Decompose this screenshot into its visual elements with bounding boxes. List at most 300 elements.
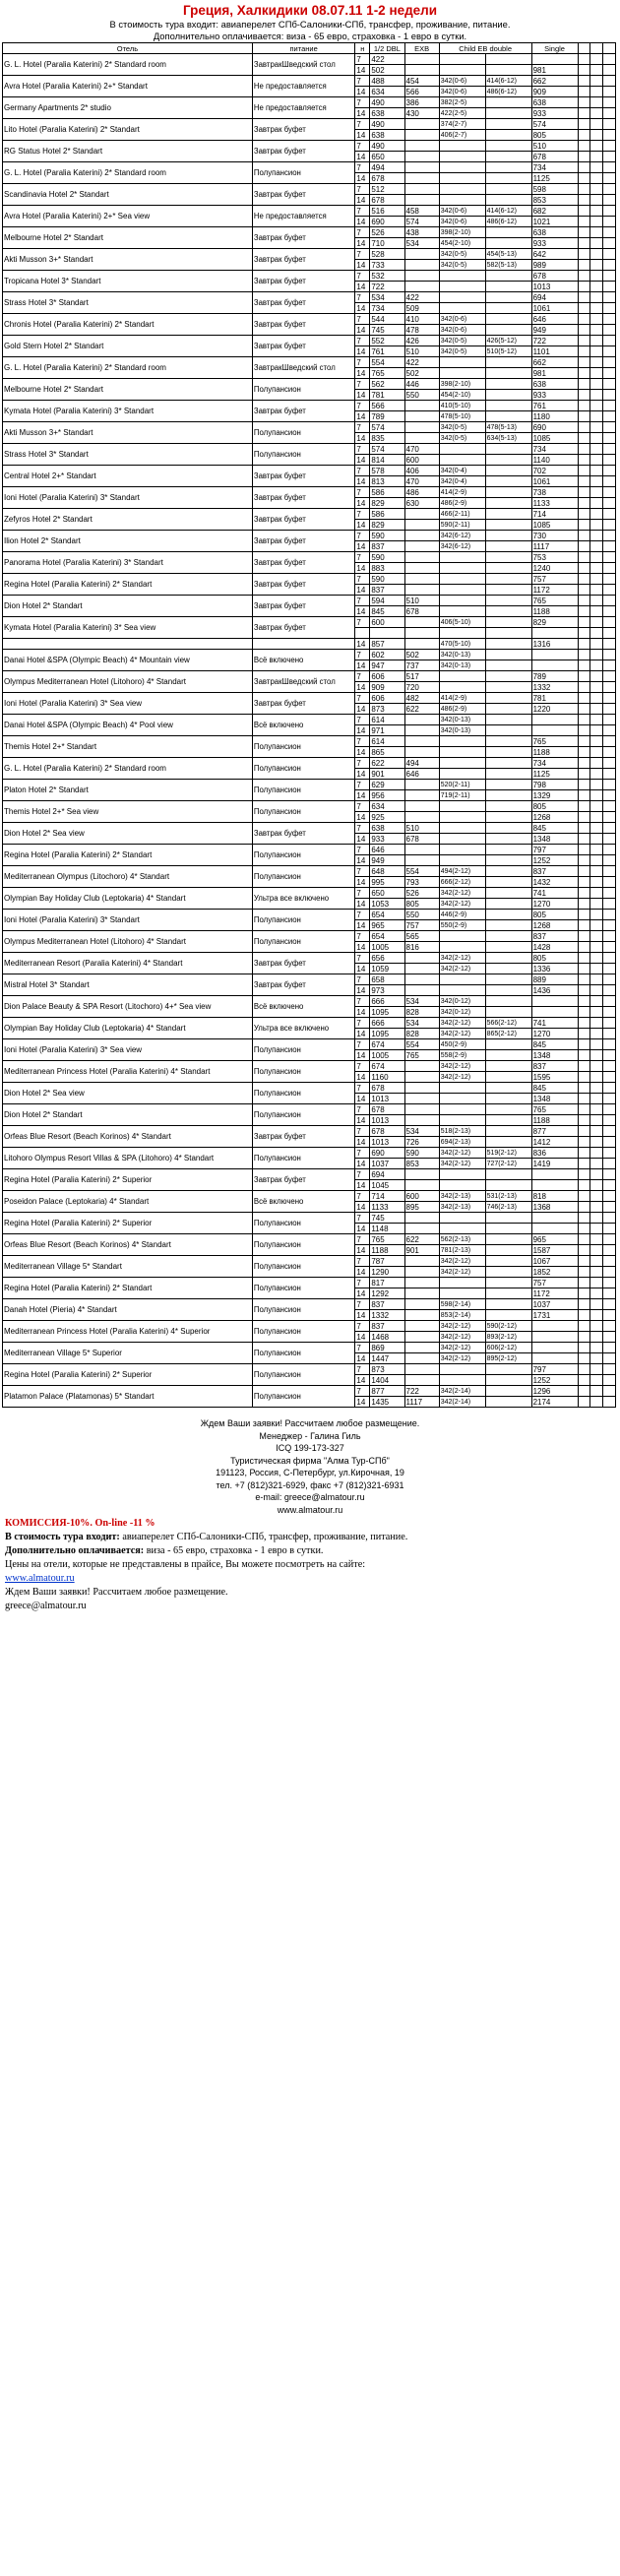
extra-empty-cell (590, 271, 603, 282)
exb-price-cell: 486 (404, 487, 439, 498)
dbl-price-cell: 634 (370, 87, 404, 97)
child-price-cell (439, 682, 485, 693)
child-price-cell: 398(2-10) (439, 227, 485, 238)
child-price-cell (439, 769, 485, 780)
child-price-2-cell (485, 498, 531, 509)
single-price-cell: 1412 (531, 1137, 578, 1148)
dbl-price-cell: 1013 (370, 1115, 404, 1126)
child-price-cell: 342(2-14) (439, 1386, 485, 1397)
extra-empty-cell (590, 1353, 603, 1364)
dbl-price-cell: 1332 (370, 1310, 404, 1321)
child-price-2-cell: 590(2-12) (485, 1321, 531, 1332)
extra-empty-cell (590, 282, 603, 292)
extra-empty-cell (603, 87, 616, 97)
nights-cell: 14 (355, 855, 370, 866)
child-price-2-cell: 531(2-13) (485, 1191, 531, 1202)
exb-price-cell (404, 552, 439, 563)
table-row (3, 996, 616, 1007)
extra-empty-cell (578, 823, 590, 834)
hotel-name-cell: Akti Musson 3+* Standart (3, 422, 253, 444)
dbl-price-cell: 1059 (370, 964, 404, 974)
extra-empty-cell (603, 1039, 616, 1050)
meal-cell: Не предоставляется (252, 76, 355, 97)
single-price-cell: 1188 (531, 606, 578, 617)
dbl-price-cell: 1005 (370, 942, 404, 953)
table-row (3, 184, 616, 195)
nights-cell: 14 (355, 411, 370, 422)
meal-cell: Завтрак буфет (252, 292, 355, 314)
extra-empty-cell (590, 325, 603, 336)
extra-empty-cell (578, 108, 590, 119)
hotel-name-cell: RG Status Hotel 2* Standart (3, 141, 253, 162)
nights-cell: 7 (355, 574, 370, 585)
child-price-cell: 342(0-4) (439, 476, 485, 487)
child-price-cell (439, 195, 485, 206)
extra-empty-cell (603, 985, 616, 996)
extra-empty-cell (590, 823, 603, 834)
extra-empty-cell (603, 162, 616, 173)
extra-empty-cell (578, 855, 590, 866)
exb-price-cell (404, 1115, 439, 1126)
child-price-cell (439, 942, 485, 953)
single-price-cell: 933 (531, 238, 578, 249)
child-price-cell (439, 141, 485, 152)
extra-empty-cell (578, 411, 590, 422)
nights-cell: 7 (355, 801, 370, 812)
hotel-name-cell: Dion Palace Beauty & SPA Resort (Litochoro) 4+* Sea view (3, 996, 253, 1018)
nights-cell: 14 (355, 368, 370, 379)
child-price-cell (439, 173, 485, 184)
extra-empty-cell (590, 1278, 603, 1288)
extra-empty-cell (603, 1278, 616, 1288)
hotel-name-cell: Melbourne Hotel 2* Standart (3, 227, 253, 249)
extra-empty-cell (590, 855, 603, 866)
extra-empty-cell (603, 390, 616, 401)
child-price-2-cell (485, 888, 531, 899)
extra-empty-cell (590, 303, 603, 314)
exb-price-cell: 816 (404, 942, 439, 953)
child-price-cell: 478(5-10) (439, 411, 485, 422)
single-price-cell: 1268 (531, 920, 578, 931)
nights-cell: 7 (355, 227, 370, 238)
nights-cell: 7 (355, 617, 370, 628)
dbl-price-cell: 490 (370, 119, 404, 130)
extra-empty-cell (578, 1288, 590, 1299)
child-price-2-cell (485, 292, 531, 303)
extra-empty-cell (590, 1029, 603, 1039)
nights-cell: 7 (355, 336, 370, 346)
nights-cell: 14 (355, 1202, 370, 1213)
meal-cell: Полупансион (252, 1256, 355, 1278)
nights-cell: 14 (355, 585, 370, 596)
dbl-price-cell: 845 (370, 606, 404, 617)
extra-empty-cell (590, 119, 603, 130)
child-price-cell (439, 563, 485, 574)
child-price-cell: 410(5-10) (439, 401, 485, 411)
dbl-price-cell: 674 (370, 1061, 404, 1072)
dbl-price-cell: 745 (370, 325, 404, 336)
extra-empty-cell (603, 855, 616, 866)
extra-empty-cell (603, 217, 616, 227)
child-price-2-cell (485, 931, 531, 942)
extra-empty-cell (590, 1126, 603, 1137)
meal-cell: Полупансион (252, 780, 355, 801)
child-price-2-cell (485, 585, 531, 596)
single-price-cell: 1348 (531, 1094, 578, 1104)
child-price-2-cell (485, 1310, 531, 1321)
child-price-cell (439, 1364, 485, 1375)
exb-price-cell (404, 1104, 439, 1115)
nights-cell: 14 (355, 920, 370, 931)
child-price-cell (439, 444, 485, 455)
child-price-2-cell (485, 985, 531, 996)
nights-cell: 7 (355, 1234, 370, 1245)
child-price-2-cell (485, 660, 531, 671)
meal-cell: Полупансион (252, 845, 355, 866)
single-price-cell: 638 (531, 97, 578, 108)
exb-price-cell: 502 (404, 368, 439, 379)
child-price-2-cell (485, 1050, 531, 1061)
footer-requests: Ждем Ваши заявки! Рассчитаем любое размещение. (200, 1418, 420, 1428)
child-price-2-cell (485, 725, 531, 736)
child-price-2-cell (485, 1245, 531, 1256)
child-price-2-cell (485, 357, 531, 368)
exb-price-cell (404, 574, 439, 585)
exb-price-cell: 853 (404, 1159, 439, 1169)
nights-cell (355, 628, 370, 639)
dbl-price-cell: 1013 (370, 1137, 404, 1148)
nights-cell: 7 (355, 671, 370, 682)
extra-empty-cell (578, 422, 590, 433)
extra-empty-cell (578, 704, 590, 715)
exb-price-cell: 757 (404, 920, 439, 931)
nights-cell: 7 (355, 1364, 370, 1375)
single-price-cell: 1436 (531, 985, 578, 996)
extra-empty-cell (578, 628, 590, 639)
exb-price-cell (404, 65, 439, 76)
hotel-name-cell: Olympus Mediterranean Hotel (Litohoro) 4* Standart (3, 671, 253, 693)
exb-price-cell (404, 195, 439, 206)
child-price-2-cell (485, 834, 531, 845)
nights-cell: 7 (355, 910, 370, 920)
extra-empty-cell (603, 606, 616, 617)
nights-cell: 7 (355, 953, 370, 964)
dbl-price-cell: 494 (370, 162, 404, 173)
single-price-cell: 714 (531, 509, 578, 520)
hotel-name-cell: Strass Hotel 3* Standart (3, 292, 253, 314)
dbl-price-cell: 1404 (370, 1375, 404, 1386)
child-price-2-cell (485, 780, 531, 790)
extra-empty-cell (603, 1234, 616, 1245)
nights-cell: 14 (355, 1094, 370, 1104)
extra-empty-cell (590, 725, 603, 736)
dbl-price-cell: 638 (370, 130, 404, 141)
extra-empty-cell (590, 1397, 603, 1408)
nights-cell: 7 (355, 1061, 370, 1072)
table-row (3, 1256, 616, 1267)
child-price-cell: 466(2-11) (439, 509, 485, 520)
single-price-cell (531, 1213, 578, 1224)
extra-empty-cell (603, 152, 616, 162)
exb-price-cell (404, 1278, 439, 1288)
nights-cell: 7 (355, 162, 370, 173)
table-row (3, 693, 616, 704)
meal-cell: Полупансион (252, 1321, 355, 1343)
extra-empty-cell (578, 845, 590, 855)
child-price-2-cell (485, 119, 531, 130)
single-price-cell: 981 (531, 368, 578, 379)
single-price-cell: 1316 (531, 639, 578, 650)
dbl-price-cell: 650 (370, 152, 404, 162)
extra-empty-cell (578, 1159, 590, 1169)
extra-empty-cell (603, 1202, 616, 1213)
extra-empty-cell (603, 108, 616, 119)
single-price-cell: 753 (531, 552, 578, 563)
single-price-cell: 836 (531, 1148, 578, 1159)
single-price-cell: 805 (531, 801, 578, 812)
child-price-cell: 342(2-12) (439, 1267, 485, 1278)
child-price-cell: 342(0-12) (439, 1007, 485, 1018)
single-price-cell: 765 (531, 596, 578, 606)
child-price-2-cell (485, 1007, 531, 1018)
extra-empty-cell (590, 780, 603, 790)
nights-cell: 14 (355, 65, 370, 76)
exb-price-cell (404, 1375, 439, 1386)
child-price-2-cell: 893(2-12) (485, 1332, 531, 1343)
child-price-cell: 342(2-12) (439, 953, 485, 964)
child-price-cell: 342(6-12) (439, 541, 485, 552)
dbl-price-cell: 646 (370, 845, 404, 855)
dbl-price-cell: 722 (370, 282, 404, 292)
extra-empty-cell (603, 1050, 616, 1061)
exb-price-cell (404, 628, 439, 639)
nights-cell: 7 (355, 1018, 370, 1029)
meal-cell: Полупансион (252, 1061, 355, 1083)
single-price-cell: 734 (531, 758, 578, 769)
single-price-cell: 789 (531, 671, 578, 682)
exb-price-cell: 470 (404, 444, 439, 455)
extra-empty-cell (590, 1050, 603, 1061)
exb-price-cell: 534 (404, 996, 439, 1007)
dbl-price-cell: 512 (370, 184, 404, 195)
child-price-2-cell (485, 152, 531, 162)
single-price-cell: 1117 (531, 541, 578, 552)
exb-price-cell (404, 1310, 439, 1321)
extra-empty-cell (578, 780, 590, 790)
child-price-cell: 342(6-12) (439, 531, 485, 541)
extra-empty-cell (590, 758, 603, 769)
col-nights: н (355, 43, 370, 54)
nights-cell: 7 (355, 141, 370, 152)
dbl-price-cell: 562 (370, 379, 404, 390)
child-price-cell (439, 801, 485, 812)
dbl-price-cell: 690 (370, 1148, 404, 1159)
table-row (3, 671, 616, 682)
extra-empty-cell (578, 1126, 590, 1137)
single-price-cell: 1037 (531, 1299, 578, 1310)
footer-site: www.almatour.ru (277, 1504, 343, 1515)
single-price-cell: 1336 (531, 964, 578, 974)
single-price-cell: 798 (531, 780, 578, 790)
extra-empty-cell (578, 931, 590, 942)
nights-cell: 7 (355, 888, 370, 899)
site-link[interactable]: www.almatour.ru (5, 1573, 75, 1584)
single-price-cell: 1252 (531, 1375, 578, 1386)
single-price-cell: 829 (531, 617, 578, 628)
table-row (3, 1061, 616, 1072)
table-row (3, 552, 616, 563)
meal-cell: Полупансион (252, 1364, 355, 1386)
dbl-price-cell: 490 (370, 141, 404, 152)
nights-cell: 14 (355, 790, 370, 801)
extra-empty-cell (590, 379, 603, 390)
extra-empty-cell (578, 1169, 590, 1180)
single-price-cell (531, 54, 578, 65)
nights-cell: 7 (355, 1386, 370, 1397)
child-price-cell (439, 812, 485, 823)
dbl-price-cell: 814 (370, 455, 404, 466)
nights-cell: 14 (355, 704, 370, 715)
extra-empty-cell (578, 390, 590, 401)
nights-cell: 14 (355, 660, 370, 671)
extra-empty-cell (590, 97, 603, 108)
extra-empty-cell (590, 899, 603, 910)
child-price-2-cell (485, 108, 531, 119)
single-price-cell: 889 (531, 974, 578, 985)
single-price-cell: 1067 (531, 1256, 578, 1267)
exb-price-cell: 510 (404, 346, 439, 357)
dbl-price-cell: 1160 (370, 1072, 404, 1083)
email-line[interactable]: greece@almatour.ru (5, 1601, 87, 1611)
single-price-cell: 1332 (531, 682, 578, 693)
exb-price-cell (404, 1180, 439, 1191)
nights-cell: 14 (355, 639, 370, 650)
table-row (3, 249, 616, 260)
child-price-cell: 342(0-12) (439, 996, 485, 1007)
exb-price-cell: 478 (404, 325, 439, 336)
meal-cell: Полупансион (252, 1299, 355, 1321)
exb-price-cell: 678 (404, 834, 439, 845)
nights-cell: 14 (355, 541, 370, 552)
extra-empty-cell (578, 552, 590, 563)
exb-price-cell (404, 1213, 439, 1224)
extra-empty-cell (578, 314, 590, 325)
child-price-cell: 342(0-5) (439, 260, 485, 271)
nights-cell: 14 (355, 985, 370, 996)
exb-price-cell: 1117 (404, 1397, 439, 1408)
child-price-2-cell (485, 1126, 531, 1137)
nights-cell: 14 (355, 747, 370, 758)
child-price-cell: 450(2-9) (439, 1039, 485, 1050)
child-price-cell (439, 303, 485, 314)
exb-price-cell: 509 (404, 303, 439, 314)
child-price-cell (439, 552, 485, 563)
table-row (3, 1299, 616, 1310)
extra-empty-cell (590, 487, 603, 498)
extra-empty-cell (603, 1343, 616, 1353)
child-price-cell: 342(2-12) (439, 888, 485, 899)
dbl-price-cell: 638 (370, 823, 404, 834)
child-price-2-cell (485, 401, 531, 411)
hotel-name-cell (3, 639, 253, 650)
single-price-cell: 730 (531, 531, 578, 541)
extra-empty-cell (603, 1083, 616, 1094)
nights-cell: 7 (355, 823, 370, 834)
hotel-name-cell: Ioni Hotel (Paralia Katerini) 3* Standart (3, 910, 253, 931)
extra-empty-cell (578, 444, 590, 455)
child-price-cell: 446(2-9) (439, 910, 485, 920)
extra-empty-cell (578, 97, 590, 108)
single-price-cell: 694 (531, 292, 578, 303)
hotel-name-cell: G. L. Hotel (Paralia Katerini) 2* Standard room (3, 357, 253, 379)
child-price-cell (439, 606, 485, 617)
child-price-2-cell (485, 271, 531, 282)
single-price-cell: 734 (531, 444, 578, 455)
extra-empty-cell (578, 271, 590, 282)
dbl-price-cell: 789 (370, 411, 404, 422)
extra-empty-cell (590, 628, 603, 639)
child-price-cell: 342(2-12) (439, 1332, 485, 1343)
child-price-2-cell (485, 195, 531, 206)
child-price-cell (439, 855, 485, 866)
meal-cell: Завтрак буфет (252, 617, 355, 639)
child-price-2-cell: 414(6-12) (485, 76, 531, 87)
extra-empty-cell (603, 119, 616, 130)
extra-empty-cell (603, 1397, 616, 1408)
hotel-name-cell: Mistral Hotel 3* Standart (3, 974, 253, 996)
footer-manager: Менеджер - Галина Гиль (259, 1430, 361, 1441)
dbl-price-cell: 658 (370, 974, 404, 985)
extra-empty-cell (578, 520, 590, 531)
extra-empty-cell (603, 487, 616, 498)
extra-empty-cell (603, 1137, 616, 1148)
child-price-cell: 406(5-10) (439, 617, 485, 628)
dbl-price-cell: 654 (370, 931, 404, 942)
child-price-cell: 666(2-12) (439, 877, 485, 888)
single-price-cell: 1172 (531, 585, 578, 596)
child-price-2-cell (485, 574, 531, 585)
table-row (3, 162, 616, 173)
child-price-2-cell (485, 758, 531, 769)
extra-empty-cell (578, 1267, 590, 1278)
nights-cell: 14 (355, 1353, 370, 1364)
hotel-name-cell: Zefyros Hotel 2* Standart (3, 509, 253, 531)
dbl-price-cell: 678 (370, 195, 404, 206)
dbl-price-cell: 634 (370, 801, 404, 812)
table-row (3, 736, 616, 747)
extra-empty-cell (578, 790, 590, 801)
extra-empty-cell (590, 152, 603, 162)
child-price-cell: 342(2-12) (439, 1159, 485, 1169)
nights-cell: 14 (355, 325, 370, 336)
single-price-cell: 702 (531, 466, 578, 476)
child-price-cell (439, 974, 485, 985)
extra-empty-cell (578, 184, 590, 195)
child-price-cell: 342(0-13) (439, 650, 485, 660)
extra-empty-cell (603, 845, 616, 855)
extra-empty-cell (603, 736, 616, 747)
exb-price-cell (404, 585, 439, 596)
hotel-name-cell: Ioni Hotel (Paralia Katerini) 3* Standart (3, 487, 253, 509)
footer-email: e-mail: greece@almatour.ru (255, 1492, 365, 1502)
extra-empty-cell (590, 834, 603, 845)
nights-cell: 7 (355, 466, 370, 476)
extra-empty-cell (578, 996, 590, 1007)
meal-cell: Полупансион (252, 1386, 355, 1408)
single-price-cell (531, 660, 578, 671)
dbl-price-cell: 694 (370, 1169, 404, 1180)
nights-cell: 7 (355, 758, 370, 769)
